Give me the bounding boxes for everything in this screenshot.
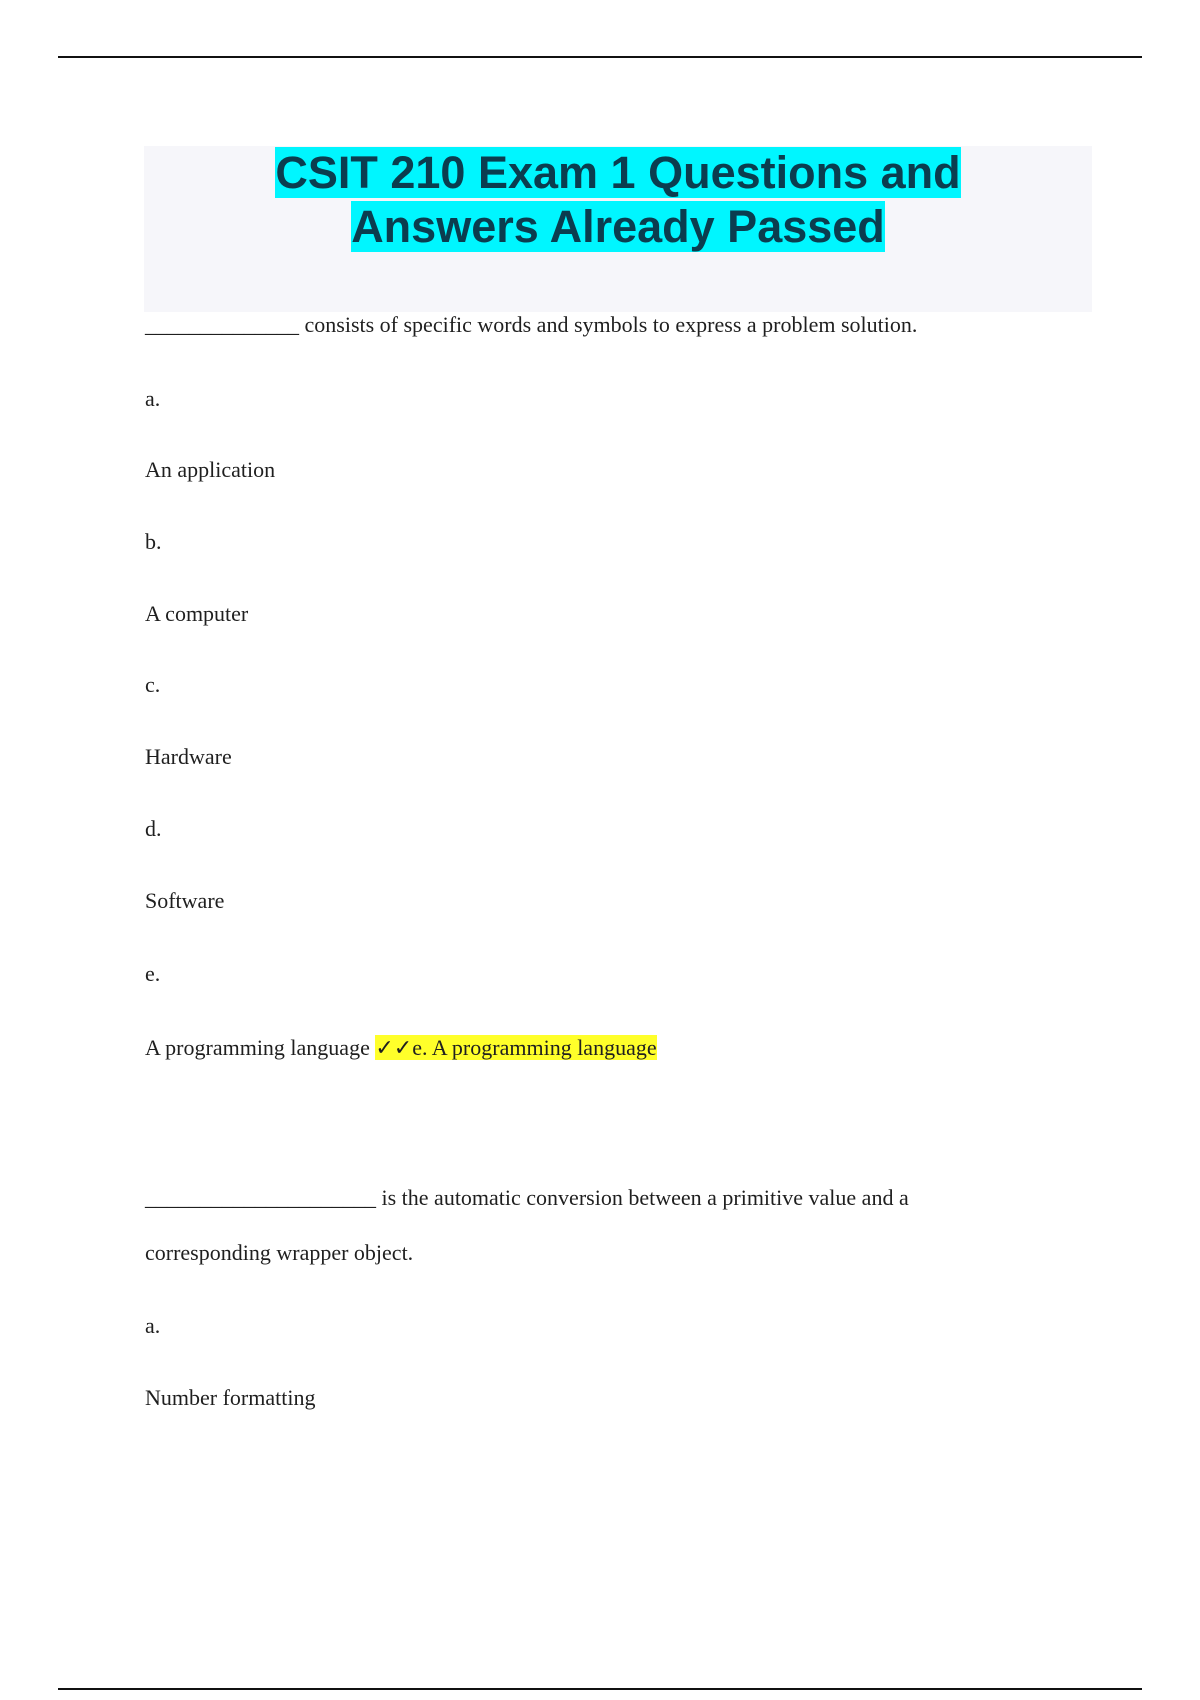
q1-option-a-text: An application — [145, 457, 276, 482]
q1-option-e-letter: e. — [145, 961, 161, 986]
bottom-rule — [58, 1688, 1142, 1690]
title-line-1: CSIT 210 Exam 1 Questions and — [275, 147, 961, 198]
q1-option-b-text: A computer — [145, 601, 249, 626]
q1-option-b-letter: b. — [145, 529, 162, 554]
question-2-stem-line-2: corresponding wrapper object. — [145, 1240, 414, 1265]
title-line-2: Answers Already Passed — [351, 201, 885, 252]
title-banner — [144, 146, 1092, 312]
q1-option-d-letter: d. — [145, 816, 162, 841]
q1-option-e-text: A programming language — [145, 1035, 370, 1060]
q2-option-a-text: Number formatting — [145, 1385, 316, 1410]
q1-option-d-text: Software — [145, 888, 225, 913]
page-title — [144, 146, 1092, 254]
q1-option-c-letter: c. — [145, 672, 161, 697]
q2-option-a-letter: a. — [145, 1313, 161, 1338]
question-1-stem: ______________ consists of specific words and symbols to express a problem solution. — [145, 312, 918, 337]
top-rule — [58, 56, 1142, 58]
question-2-stem-line-1: _____________________ is the automatic conversion between a primitive value and a — [145, 1185, 909, 1210]
q1-option-a-letter: a. — [145, 386, 161, 411]
q1-option-e-row — [145, 1034, 657, 1062]
q1-correct-answer: ✓✓e. A programming language — [375, 1035, 657, 1060]
q1-option-c-text: Hardware — [145, 744, 232, 769]
